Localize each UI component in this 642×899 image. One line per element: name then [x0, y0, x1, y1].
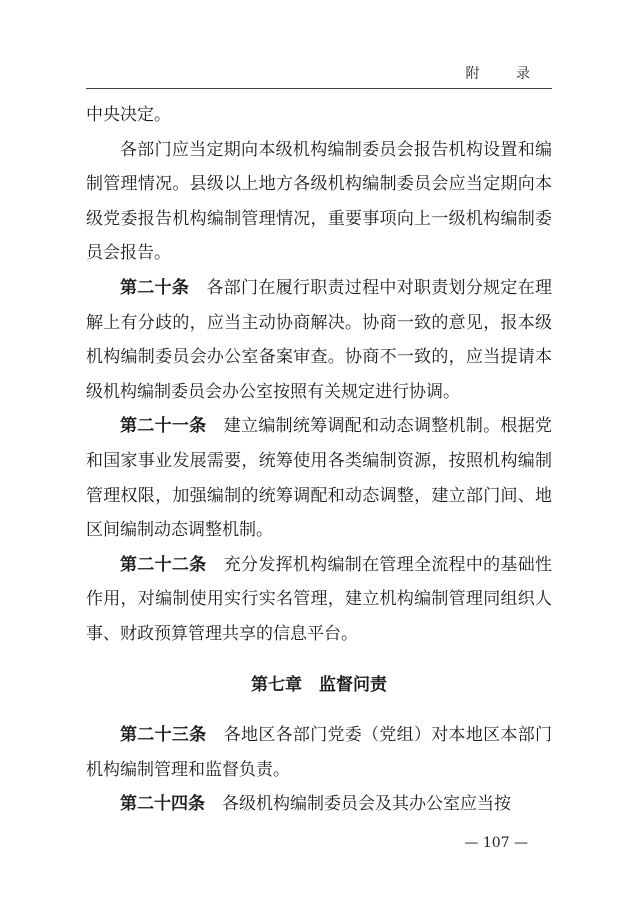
- chapter-heading: 第七章 监督问责: [251, 674, 387, 695]
- article-22-text: 充分发挥机构编制在管理全流程中的基础性作用，对编制使用实行实名管理，建立机构编制管理同组织人事、财政预算管理共享的信息平台。: [86, 554, 553, 644]
- article-20: [86, 271, 552, 409]
- article-24: [86, 787, 552, 822]
- page-body: [86, 98, 552, 822]
- article-22-label: 第二十二条: [120, 554, 207, 575]
- paragraph-continuation: 中央决定。: [86, 105, 171, 125]
- article-20-text: 各部门在履行职责过程中对职责划分规定在理解上有分歧的，应当主动协商解决。协商一致的意见，报本级机构编制委员会办公室备案审查。协商不一致的，应当提请本级机构编制委员会办公室按照有关规定进行协调。: [86, 277, 553, 402]
- article-21-label: 第二十一条: [120, 416, 207, 437]
- article-22: [86, 548, 552, 652]
- header-rule: [86, 88, 552, 89]
- article-23-label: 第二十三条: [120, 725, 207, 746]
- article-24-text: 各级机构编制委员会及其办公室应当按: [222, 794, 511, 815]
- article-23-text: 各地区各部门党委（党组）对本地区本部门机构编制管理和监督负责。: [86, 725, 553, 780]
- article-20-label: 第二十条: [120, 277, 190, 298]
- running-head: 附 录: [465, 66, 546, 82]
- article-21: [86, 409, 552, 547]
- article-23: [86, 718, 552, 787]
- paragraph-reporting: 各部门应当定期向本级机构编制委员会报告机构设置和编制管理情况。县级以上地方各级机构编制委员会应当定期向本级党委报告机构编制管理情况，重要事项向上一级机构编制委员会报告。: [86, 139, 552, 264]
- article-21-text: 建立编制统筹调配和动态调整机制。根据党和国家事业发展需要，统筹使用各类编制资源，按照机构编制管理权限，加强编制的统筹调配和动态调整，建立部门间、地区间编制动态调整机制。: [86, 416, 553, 541]
- article-24-label: 第二十四条: [120, 794, 205, 815]
- page-number: — 107 —: [464, 835, 528, 851]
